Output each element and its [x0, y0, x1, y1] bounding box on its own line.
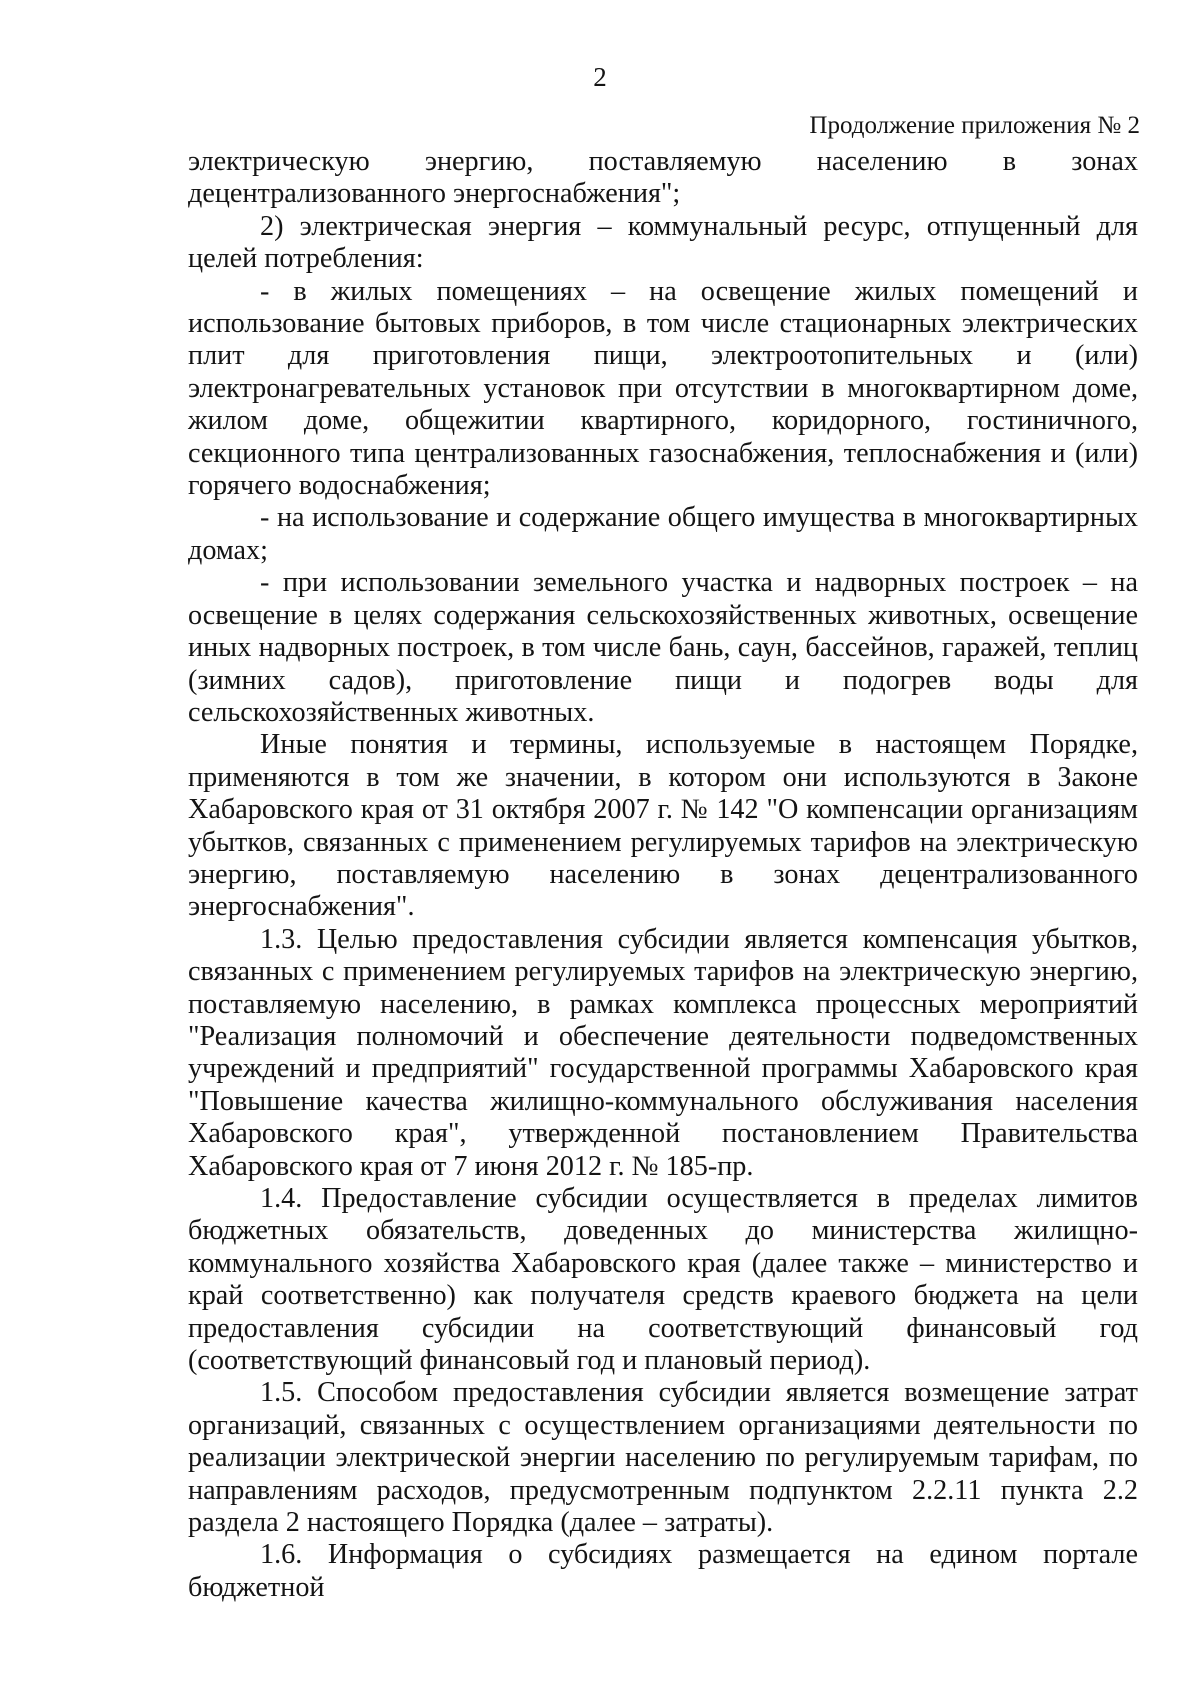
paragraph-1-3: 1.3. Целью предоставления субсидии является компенсация убытков, связанных с применением регулируемых тарифов на электрическую энергию, поставляемую населению, в рамках комплекса процессных мероприятий "Реализация полномочий и обеспечение деятельности подведомственных учреждений и предприятий" государственной программы Хабаровского края "Повышение качества жилищно-коммунального обслуживания населения Хабаровского края", утвержденной постановлением Правительства Хабаровского края от 7 июня 2012 г. № 185-пр.	[188, 923, 1138, 1182]
paragraph-item-2: 2) электрическая энергия – коммунальный ресурс, отпущенный для целей потребления:	[188, 210, 1138, 275]
paragraph-1-4: 1.4. Предоставление субсидии осуществляется в пределах лимитов бюджетных обязательств, доведенных до министерства жилищно-коммунального хозяйства Хабаровского края (далее также – министерство и край соответственно) как получателя средств краевого бюджета на цели предоставления субсидии на соответствующий финансовый год (соответствующий финансовый год и плановый период).	[188, 1183, 1138, 1377]
paragraph-1-6: 1.6. Информация о субсидиях размещается на едином портале бюджетной	[188, 1539, 1138, 1603]
page-number: 2	[593, 62, 607, 92]
paragraph-common-property: - на использование и содержание общего имущества в многоквартирных домах;	[188, 502, 1138, 566]
paragraph-other-terms: Иные понятия и термины, используемые в настоящем Порядке, применяются в том же значении, в котором они используются в Законе Хабаровского края от 31 октября 2007 г. № 142 "О компенсации организациям убытков, связанных с применением регулируемых тарифов на электрическую энергию, поставляемую населению в зонах децентрализованного энергоснабжения".	[188, 729, 1138, 923]
paragraph-land-plot: - при использовании земельного участка и надворных построек – на освещение в целях содержания сельскохозяйственных животных, освещение иных надворных построек, в том числе бань, саун, бассейнов, гаражей, теплиц (зимних садов), приготовление пищи и подогрев воды для сельскохозяйственных животных.	[188, 567, 1138, 728]
paragraph-residential: - в жилых помещениях – на освещение жилых помещений и использование бытовых приборов, в том числе стационарных электрических плит для приготовления пищи, электроотопительных и (или) электронагревательных установок при отсутствии в многоквартирном доме, жилом доме, общежитии квартирного, коридорного, гостиничного, секционного типа централизованных газоснабжения, теплоснабжения и (или) горячего водоснабжения;	[188, 275, 1138, 502]
paragraph-continuation: электрическую энергию, поставляемую населению в зонах децентрализованного энергоснабжения";	[188, 146, 1138, 210]
document-body	[188, 146, 1138, 1604]
paragraph-1-5: 1.5. Способом предоставления субсидии является возмещение затрат организаций, связанных с осуществлением организациями деятельности по реализации электрической энергии населению по регулируемым тарифам, по направлениям расходов, предусмотренным подпунктом 2.2.11 пункта 2.2 раздела 2 настоящего Порядка (далее – затраты).	[188, 1377, 1138, 1539]
appendix-continuation-note: Продолжение приложения № 2	[809, 112, 1140, 139]
